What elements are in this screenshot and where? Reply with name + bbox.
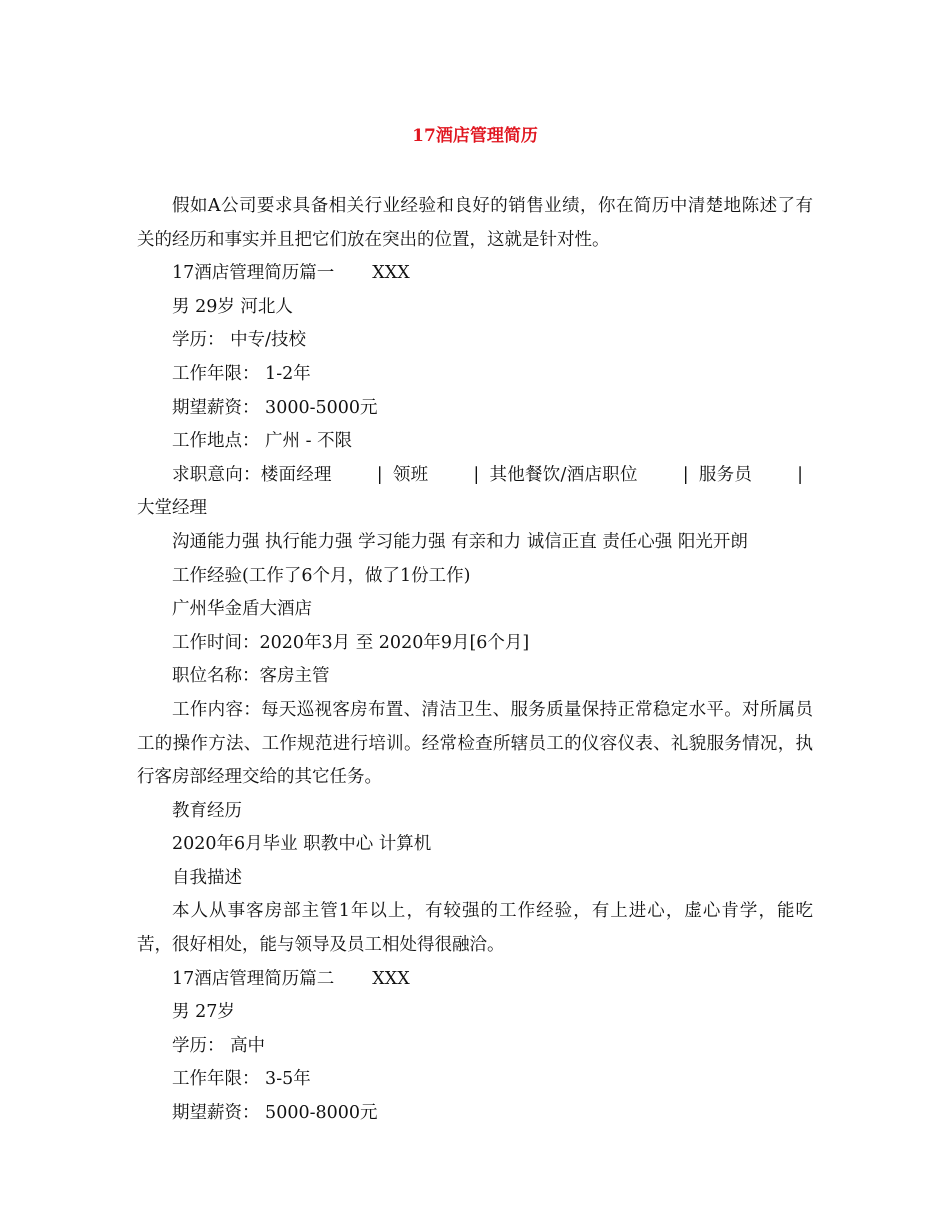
resume1-name: XXX [372, 263, 410, 284]
intention-item: 其他餐饮/酒店职位 [489, 464, 638, 485]
intention-item: 领班 [392, 464, 429, 485]
resume2-heading-line [137, 963, 813, 997]
resume1-edu-detail: 2020年6月毕业 职教中心 计算机 [172, 834, 432, 855]
resume1-education: 学历： 中专/技校 [172, 330, 306, 351]
resume1-years: 工作年限： 1-2年 [172, 363, 311, 384]
resume2-name: XXX [372, 968, 410, 989]
intention-item: 楼面经理 [260, 464, 332, 485]
resume1-company: 广州华金盾大酒店 [172, 599, 312, 620]
intro-paragraph: 假如A公司要求具备相关行业经验和良好的销售业绩，你在简历中清楚地陈述了有关的经历和事实并且把它们放在突出的位置，这就是针对性。 [137, 196, 813, 250]
intention-separator: | [376, 464, 383, 485]
resume1-location: 工作地点： 广州 - 不限 [172, 431, 353, 452]
resume1-basic: 男 29岁 河北人 [172, 296, 293, 317]
resume2-basic: 男 27岁 [172, 1002, 235, 1023]
resume1-work-time: 工作时间：2020年3月 至 2020年9月[6个月] [172, 632, 530, 653]
intention-label: 求职意向： [172, 464, 261, 485]
resume1-intention-line [137, 459, 813, 526]
resume1-self-heading: 自我描述 [172, 867, 242, 888]
resume1-heading-line [137, 257, 813, 291]
resume1-duties: 工作内容：每天巡视客房布置、清洁卫生、服务质量保持正常稳定水平。对所属员工的操作方法、工作规范进行培训。经常检查所辖员工的仪容仪表、礼貌服务情况，执行客房部经理交给的其它任务。 [137, 699, 813, 788]
resume1-position: 职位名称：客房主管 [172, 666, 330, 687]
intention-separator: | [473, 464, 480, 485]
resume2-salary: 期望薪资： 5000-8000元 [172, 1103, 378, 1124]
resume1-self-detail: 本人从事客房部主管1年以上，有较强的工作经验，有上进心，虚心肯学，能吃苦，很好相处，能与领导及员工相处得很融洽。 [137, 901, 813, 956]
document-title: 17酒店管理简历 [412, 126, 538, 146]
resume2-heading: 17酒店管理简历篇二 [172, 968, 335, 989]
resume2-years: 工作年限： 3-5年 [172, 1069, 311, 1090]
resume1-experience-heading: 工作经验(工作了6个月，做了1份工作) [172, 565, 471, 586]
intention-separator: | [682, 464, 689, 485]
intention-separator: | [797, 464, 804, 485]
resume1-skills: 沟通能力强 执行能力强 学习能力强 有亲和力 诚信正直 责任心强 阳光开朗 [172, 531, 748, 552]
resume1-edu-heading: 教育经历 [172, 800, 242, 821]
document-body [137, 190, 813, 1131]
resume1-salary: 期望薪资： 3000-5000元 [172, 397, 378, 418]
resume2-education: 学历： 高中 [172, 1035, 266, 1056]
resume1-heading: 17酒店管理简历篇一 [172, 263, 335, 284]
intention-item: 大堂经理 [137, 498, 207, 519]
intention-item: 服务员 [698, 464, 753, 485]
